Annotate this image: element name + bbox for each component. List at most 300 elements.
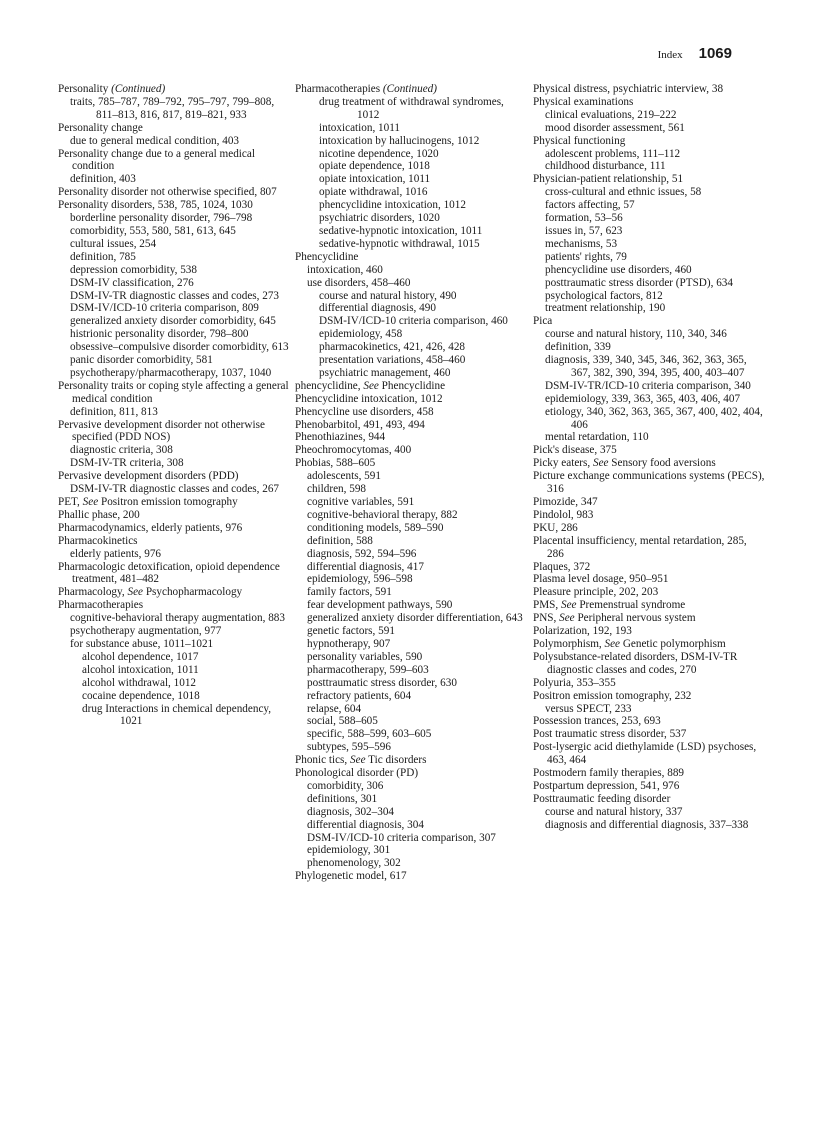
index-entry xyxy=(533,793,765,806)
entry-reference: Tic disorders xyxy=(368,754,427,767)
index-subentry xyxy=(295,844,527,857)
entry-text: PET, xyxy=(58,496,80,508)
index-subentry xyxy=(58,444,290,457)
index-subentry xyxy=(58,315,290,328)
entry-text: social, 588–605 xyxy=(307,715,378,728)
entry-text: adolescent problems, 111–112 xyxy=(545,147,681,160)
index-subentry xyxy=(295,806,527,819)
entry-text: presentation variations, 458–460 xyxy=(319,354,466,367)
entry-text: DSM-IV/ICD-10 criteria comparison, 307 xyxy=(307,831,496,844)
entry-text: cognitive-behavioral therapy augmentation, 883 xyxy=(70,612,285,625)
entry-italic-text: See xyxy=(82,496,99,508)
entry-italic-text: See xyxy=(350,754,366,767)
page-header xyxy=(658,45,732,62)
entry-text: intoxication, 1011 xyxy=(319,121,400,134)
entry-italic-text: See xyxy=(592,457,609,470)
index-entry xyxy=(58,522,290,535)
entry-text: epidemiology, 301 xyxy=(307,844,391,857)
entry-text: Personality change due to a general medical condition xyxy=(58,147,255,173)
entry-text: Phenobarbitol, 491, 493, 494 xyxy=(295,418,425,431)
entry-text: Personality change xyxy=(58,121,143,134)
entry-reference: Phencyclidine xyxy=(381,379,446,392)
index-subentry xyxy=(58,277,290,290)
entry-text: psychiatric management, 460 xyxy=(319,366,451,379)
index-subentry xyxy=(58,612,290,625)
entry-text: personality variables, 590 xyxy=(307,650,423,663)
index-entry xyxy=(533,315,765,328)
index-subentry xyxy=(295,651,527,664)
entry-text: mood disorder assessment, 561 xyxy=(545,121,685,134)
entry-text: Pindolol, 983 xyxy=(533,508,594,521)
entry-text: Phylogenetic model, 617 xyxy=(295,870,407,883)
index-entry xyxy=(533,728,765,741)
entry-text: pharmacokinetics, 421, 426, 428 xyxy=(319,341,466,354)
entry-text: intoxication by hallucinogens, 1012 xyxy=(319,134,480,147)
entry-text: childhood disturbance, 111 xyxy=(545,160,666,173)
entry-text: Phencyclidine intoxication, 1012 xyxy=(295,392,443,405)
entry-text: diagnosis, 592, 594–596 xyxy=(307,547,417,560)
index-entry xyxy=(295,83,527,96)
index-entry xyxy=(58,561,290,587)
entry-text: Phencycline use disorders, 458 xyxy=(295,405,434,418)
index-subentry xyxy=(533,264,765,277)
index-subentry xyxy=(58,651,290,664)
index-entry xyxy=(58,199,290,212)
entry-text: alcohol withdrawal, 1012 xyxy=(82,676,197,689)
index-subentry xyxy=(295,857,527,870)
entry-text: epidemiology, 339, 363, 365, 403, 406, 407 xyxy=(545,392,741,405)
entry-text: opiate intoxication, 1011 xyxy=(319,173,431,186)
index-entry xyxy=(58,83,290,96)
index-subentry xyxy=(58,264,290,277)
index-subentry xyxy=(58,406,290,419)
entry-text: refractory patients, 604 xyxy=(307,689,412,702)
entry-text: Phonological disorder (PD) xyxy=(295,767,419,780)
index-subentry xyxy=(533,109,765,122)
entry-text: Physical examinations xyxy=(533,95,634,108)
entry-text: relapse, 604 xyxy=(307,702,362,715)
entry-text: Post traumatic stress disorder, 537 xyxy=(533,728,687,741)
entry-text: diagnosis and differential diagnosis, 337–338 xyxy=(545,818,749,831)
entry-text: Phonic tics, xyxy=(295,754,348,767)
index-entry xyxy=(533,612,765,625)
entry-text: diagnosis, 339, 340, 345, 346, 362, 363, 365, 367, 382, 390, 394, 395, 400, 403–407 xyxy=(545,354,747,379)
index-subentry xyxy=(533,406,765,432)
index-entry xyxy=(533,535,765,561)
index-subentry xyxy=(58,212,290,225)
entry-text: phencyclidine use disorders, 460 xyxy=(545,263,692,276)
index-subentry xyxy=(295,832,527,845)
index-entry xyxy=(533,444,765,457)
entry-text: panic disorder comorbidity, 581 xyxy=(70,354,213,367)
entry-text: DSM-IV classification, 276 xyxy=(70,276,194,289)
index-subentry xyxy=(295,664,527,677)
index-subentry xyxy=(295,728,527,741)
index-subentry xyxy=(295,290,527,303)
entry-text: definitions, 301 xyxy=(307,792,378,805)
entry-text: comorbidity, 553, 580, 581, 613, 645 xyxy=(70,224,236,237)
entry-text: Phencyclidine xyxy=(295,250,359,263)
index-subentry xyxy=(58,135,290,148)
entry-text: DSM-IV-TR/ICD-10 criteria comparison, 340 xyxy=(545,379,751,392)
index-subentry xyxy=(295,160,527,173)
entry-text: pharmacotherapy, 599–603 xyxy=(307,663,429,676)
index-subentry xyxy=(58,677,290,690)
entry-text: sedative-hypnotic withdrawal, 1015 xyxy=(319,237,480,250)
entry-text: factors affecting, 57 xyxy=(545,199,635,212)
entry-text: genetic factors, 591 xyxy=(307,625,395,638)
entry-reference: Psychopharmacology xyxy=(145,586,243,599)
index-subentry xyxy=(58,625,290,638)
entry-text: Postmodern family therapies, 889 xyxy=(533,767,685,780)
index-entry xyxy=(295,767,527,780)
index-entry xyxy=(295,431,527,444)
entry-text: Personality xyxy=(58,83,109,95)
entry-text: diagnostic criteria, 308 xyxy=(70,444,173,457)
index-entry xyxy=(58,122,290,135)
index-subentry xyxy=(295,135,527,148)
entry-text: Polysubstance-related disorders, DSM-IV-TR diagnostic classes and codes, 270 xyxy=(533,650,738,676)
index-subentry xyxy=(533,393,765,406)
entry-text: Placental insufficiency, mental retardation, 285, 286 xyxy=(533,534,747,560)
entry-text: hypnotherapy, 907 xyxy=(307,637,391,650)
entry-text: children, 598 xyxy=(307,483,367,496)
entry-text: Positron emission tomography, 232 xyxy=(533,689,692,702)
entry-text: differential diagnosis, 417 xyxy=(307,560,424,573)
entry-text: course and natural history, 490 xyxy=(319,289,457,302)
index-entry xyxy=(295,380,527,393)
index-subentry xyxy=(295,173,527,186)
entry-italic-text: See xyxy=(604,637,621,650)
entry-text: epidemiology, 458 xyxy=(319,328,403,341)
index-column-2 xyxy=(295,83,527,883)
entry-text: family factors, 591 xyxy=(307,586,392,599)
entry-text: comorbidity, 306 xyxy=(307,779,384,792)
entry-reference: Positron emission tomography xyxy=(100,496,238,508)
entry-text: Polymorphism, xyxy=(533,637,602,650)
entry-text: Plasma level dosage, 950–951 xyxy=(533,573,669,586)
entry-text: psychological factors, 812 xyxy=(545,289,663,302)
entry-text: clinical evaluations, 219–222 xyxy=(545,108,677,121)
index-subentry xyxy=(295,690,527,703)
index-subentry xyxy=(295,354,527,367)
index-subentry xyxy=(533,819,765,832)
entry-text: traits, 785–787, 789–792, 795–797, 799–808, 811–813, 816, 817, 819–821, 933 xyxy=(70,95,275,121)
entry-text: PKU, 286 xyxy=(533,521,578,534)
entry-text: subtypes, 595–596 xyxy=(307,741,391,754)
index-entry xyxy=(533,173,765,186)
index-subentry xyxy=(58,367,290,380)
entry-text: Phobias, 588–605 xyxy=(295,457,376,470)
entry-text: Physician-patient relationship, 51 xyxy=(533,173,684,186)
entry-text: drug Interactions in chemical dependency, 1021 xyxy=(82,702,272,728)
index-entry xyxy=(58,419,290,445)
index-entry xyxy=(533,470,765,496)
entry-text: issues in, 57, 623 xyxy=(545,224,623,237)
index-entry xyxy=(295,870,527,883)
index-entry xyxy=(295,393,527,406)
index-entry xyxy=(533,599,765,612)
index-subentry xyxy=(295,341,527,354)
entry-text: Pimozide, 347 xyxy=(533,496,598,508)
entry-text: DSM-IV-TR diagnostic classes and codes, 267 xyxy=(70,483,280,496)
entry-text: Pharmacodynamics, elderly patients, 976 xyxy=(58,521,243,534)
entry-text: cross-cultural and ethnic issues, 58 xyxy=(545,186,702,199)
index-subentry xyxy=(533,186,765,199)
entry-text: opiate withdrawal, 1016 xyxy=(319,186,428,199)
index-subentry xyxy=(58,225,290,238)
entry-text: Posttraumatic feeding disorder xyxy=(533,792,671,805)
entry-text: phencyclidine, xyxy=(295,379,361,392)
index-entry xyxy=(533,135,765,148)
entry-text: conditioning models, 589–590 xyxy=(307,521,444,534)
index-subentry xyxy=(58,457,290,470)
index-entry xyxy=(58,535,290,548)
entry-text: Pervasive development disorder not otherwise specified (PDD NOS) xyxy=(58,418,265,444)
entry-text: Pharmacokinetics xyxy=(58,534,138,547)
entry-text: DSM-IV/ICD-10 criteria comparison, 809 xyxy=(70,302,259,315)
index-subentry xyxy=(533,148,765,161)
entry-text: diagnosis, 302–304 xyxy=(307,805,395,818)
entry-text: for substance abuse, 1011–1021 xyxy=(70,637,214,650)
index-subentry xyxy=(295,522,527,535)
index-subentry xyxy=(295,535,527,548)
index-subentry xyxy=(295,586,527,599)
index-subentry xyxy=(295,148,527,161)
index-subentry xyxy=(295,199,527,212)
entry-text: Pick's disease, 375 xyxy=(533,444,617,457)
entry-text: definition, 811, 813 xyxy=(70,405,158,418)
entry-text: Pharmacologic detoxification, opioid dependence treatment, 481–482 xyxy=(58,560,280,586)
index-entry xyxy=(533,83,765,96)
index-entry xyxy=(533,573,765,586)
entry-text: versus SPECT, 233 xyxy=(545,702,632,715)
index-entry xyxy=(533,715,765,728)
index-subentry xyxy=(295,277,527,290)
entry-text: fear development pathways, 590 xyxy=(307,599,453,612)
index-entry xyxy=(58,148,290,174)
entry-text: Pica xyxy=(533,315,553,328)
entry-text: Post-lysergic acid diethylamide (LSD) psychoses, 463, 464 xyxy=(533,741,757,767)
index-subentry xyxy=(295,238,527,251)
index-subentry xyxy=(533,199,765,212)
index-entry xyxy=(58,586,290,599)
entry-text: depression comorbidity, 538 xyxy=(70,263,197,276)
index-subentry xyxy=(533,703,765,716)
entry-text: epidemiology, 596–598 xyxy=(307,573,413,586)
entry-text: Phallic phase, 200 xyxy=(58,508,140,521)
index-entry xyxy=(533,625,765,638)
index-column-3 xyxy=(533,83,765,832)
index-subentry xyxy=(58,290,290,303)
entry-text: Pervasive development disorders (PDD) xyxy=(58,470,239,483)
entry-text: course and natural history, 110, 340, 346 xyxy=(545,328,727,341)
index-subentry xyxy=(533,238,765,251)
entry-text: Postpartum depression, 541, 976 xyxy=(533,779,680,792)
index-subentry xyxy=(295,741,527,754)
entry-text: psychotherapy augmentation, 977 xyxy=(70,625,222,638)
index-subentry xyxy=(533,212,765,225)
index-entry xyxy=(295,457,527,470)
index-subentry xyxy=(533,290,765,303)
page-number: 1069 xyxy=(698,45,732,62)
index-subentry xyxy=(533,806,765,819)
entry-italic-text: See xyxy=(559,612,575,625)
entry-text: Physical distress, psychiatric interview, 38 xyxy=(533,83,724,95)
index-entry xyxy=(58,380,290,406)
entry-text: specific, 588–599, 603–605 xyxy=(307,728,432,741)
index-subentry xyxy=(295,328,527,341)
index-subentry xyxy=(533,225,765,238)
entry-text: cocaine dependence, 1018 xyxy=(82,689,200,702)
index-subentry xyxy=(295,212,527,225)
entry-italic-text: See xyxy=(127,586,144,599)
index-subentry xyxy=(58,96,290,122)
index-subentry xyxy=(295,819,527,832)
entry-text: psychotherapy/pharmacotherapy, 1037, 1040 xyxy=(70,366,272,379)
index-entry xyxy=(533,496,765,509)
entry-text: Personality disorders, 538, 785, 1024, 1030 xyxy=(58,199,253,212)
index-subentry xyxy=(295,302,527,315)
index-subentry xyxy=(295,96,527,122)
index-entry xyxy=(295,419,527,432)
entry-text: Picture exchange communications systems (PECS), 316 xyxy=(533,470,765,496)
index-subentry xyxy=(295,793,527,806)
index-entry xyxy=(533,509,765,522)
entry-text: PMS, xyxy=(533,599,559,612)
entry-text: treatment relationship, 190 xyxy=(545,302,666,315)
entry-reference: Genetic polymorphism xyxy=(622,637,726,650)
entry-italic-text: (Continued) xyxy=(111,83,166,95)
index-entry xyxy=(533,457,765,470)
entry-italic-text: See xyxy=(561,599,577,612)
entry-text: phenomenology, 302 xyxy=(307,857,401,870)
entry-text: differential diagnosis, 304 xyxy=(307,818,424,831)
index-subentry xyxy=(533,302,765,315)
entry-text: generalized anxiety disorder differentiation, 643 xyxy=(307,612,523,625)
entry-text: DSM-IV-TR diagnostic classes and codes, 273 xyxy=(70,289,280,302)
entry-text: Pheochromocytomas, 400 xyxy=(295,444,412,457)
index-subentry xyxy=(295,496,527,509)
entry-text: Picky eaters, xyxy=(533,457,591,470)
entry-text: Pharmacotherapies xyxy=(58,599,144,612)
entry-text: sedative-hypnotic intoxication, 1011 xyxy=(319,224,483,237)
index-subentry xyxy=(533,380,765,393)
index-subentry xyxy=(295,638,527,651)
entry-text: cognitive-behavioral therapy, 882 xyxy=(307,508,458,521)
index-subentry xyxy=(58,483,290,496)
entry-text: DSM-IV-TR criteria, 308 xyxy=(70,457,184,470)
entry-text: Pharmacotherapies xyxy=(295,83,381,95)
index-entry xyxy=(533,522,765,535)
index-entry xyxy=(295,444,527,457)
index-entry xyxy=(58,509,290,522)
index-subentry xyxy=(295,548,527,561)
index-subentry xyxy=(58,251,290,264)
index-subentry xyxy=(533,122,765,135)
index-entry xyxy=(58,186,290,199)
index-subentry xyxy=(58,238,290,251)
entry-text: DSM-IV/ICD-10 criteria comparison, 460 xyxy=(319,315,508,328)
index-subentry xyxy=(58,302,290,315)
index-entry xyxy=(533,780,765,793)
index-subentry xyxy=(295,367,527,380)
index-subentry xyxy=(295,470,527,483)
entry-text: mental retardation, 110 xyxy=(545,431,649,444)
index-subentry xyxy=(295,677,527,690)
entry-text: adolescents, 591 xyxy=(307,470,381,483)
index-subentry xyxy=(295,561,527,574)
entry-text: alcohol intoxication, 1011 xyxy=(82,663,199,676)
index-subentry xyxy=(295,573,527,586)
entry-text: definition, 785 xyxy=(70,250,136,263)
entry-text: cognitive variables, 591 xyxy=(307,496,415,508)
entry-reference: Premenstrual syndrome xyxy=(579,599,686,612)
index-subentry xyxy=(58,664,290,677)
entry-italic-text: (Continued) xyxy=(382,83,437,95)
entry-text: Pleasure principle, 202, 203 xyxy=(533,586,659,599)
entry-text: Phenothiazines, 944 xyxy=(295,431,386,444)
index-subentry xyxy=(295,122,527,135)
index-entry xyxy=(295,251,527,264)
index-subentry xyxy=(295,715,527,728)
index-subentry xyxy=(533,277,765,290)
index-entry xyxy=(533,586,765,599)
index-subentry xyxy=(295,780,527,793)
index-entry xyxy=(58,470,290,483)
entry-text: patients' rights, 79 xyxy=(545,250,627,263)
entry-text: due to general medical condition, 403 xyxy=(70,134,240,147)
index-subentry xyxy=(533,160,765,173)
index-subentry xyxy=(295,625,527,638)
index-subentry xyxy=(533,431,765,444)
index-subentry xyxy=(295,186,527,199)
index-subentry xyxy=(58,703,290,729)
entry-text: definition, 588 xyxy=(307,534,373,547)
index-entry xyxy=(533,96,765,109)
index-subentry xyxy=(58,690,290,703)
index-entry xyxy=(533,767,765,780)
entry-text: psychiatric disorders, 1020 xyxy=(319,212,440,225)
index-subentry xyxy=(295,315,527,328)
index-column-1 xyxy=(58,83,290,728)
index-entry xyxy=(295,406,527,419)
index-subentry xyxy=(295,225,527,238)
index-entry xyxy=(533,638,765,651)
entry-text: cultural issues, 254 xyxy=(70,237,157,250)
index-subentry xyxy=(58,638,290,651)
index-entry xyxy=(533,690,765,703)
index-entry xyxy=(58,496,290,509)
index-subentry xyxy=(58,328,290,341)
entry-text: Polarization, 192, 193 xyxy=(533,625,632,638)
entry-text: formation, 53–56 xyxy=(545,212,623,225)
index-entry xyxy=(533,651,765,677)
entry-text: borderline personality disorder, 796–798 xyxy=(70,212,253,225)
running-head: Index xyxy=(657,49,683,61)
index-subentry xyxy=(295,599,527,612)
index-subentry xyxy=(58,173,290,186)
entry-text: definition, 339 xyxy=(545,341,611,354)
entry-text: phencyclidine intoxication, 1012 xyxy=(319,199,466,212)
entry-text: Possession trances, 253, 693 xyxy=(533,715,661,728)
index-entry xyxy=(295,754,527,767)
index-subentry xyxy=(533,341,765,354)
entry-reference: Peripheral nervous system xyxy=(577,612,696,625)
entry-text: Personality disorder not otherwise specified, 807 xyxy=(58,186,277,199)
index-subentry xyxy=(533,354,765,380)
index-entry xyxy=(533,561,765,574)
